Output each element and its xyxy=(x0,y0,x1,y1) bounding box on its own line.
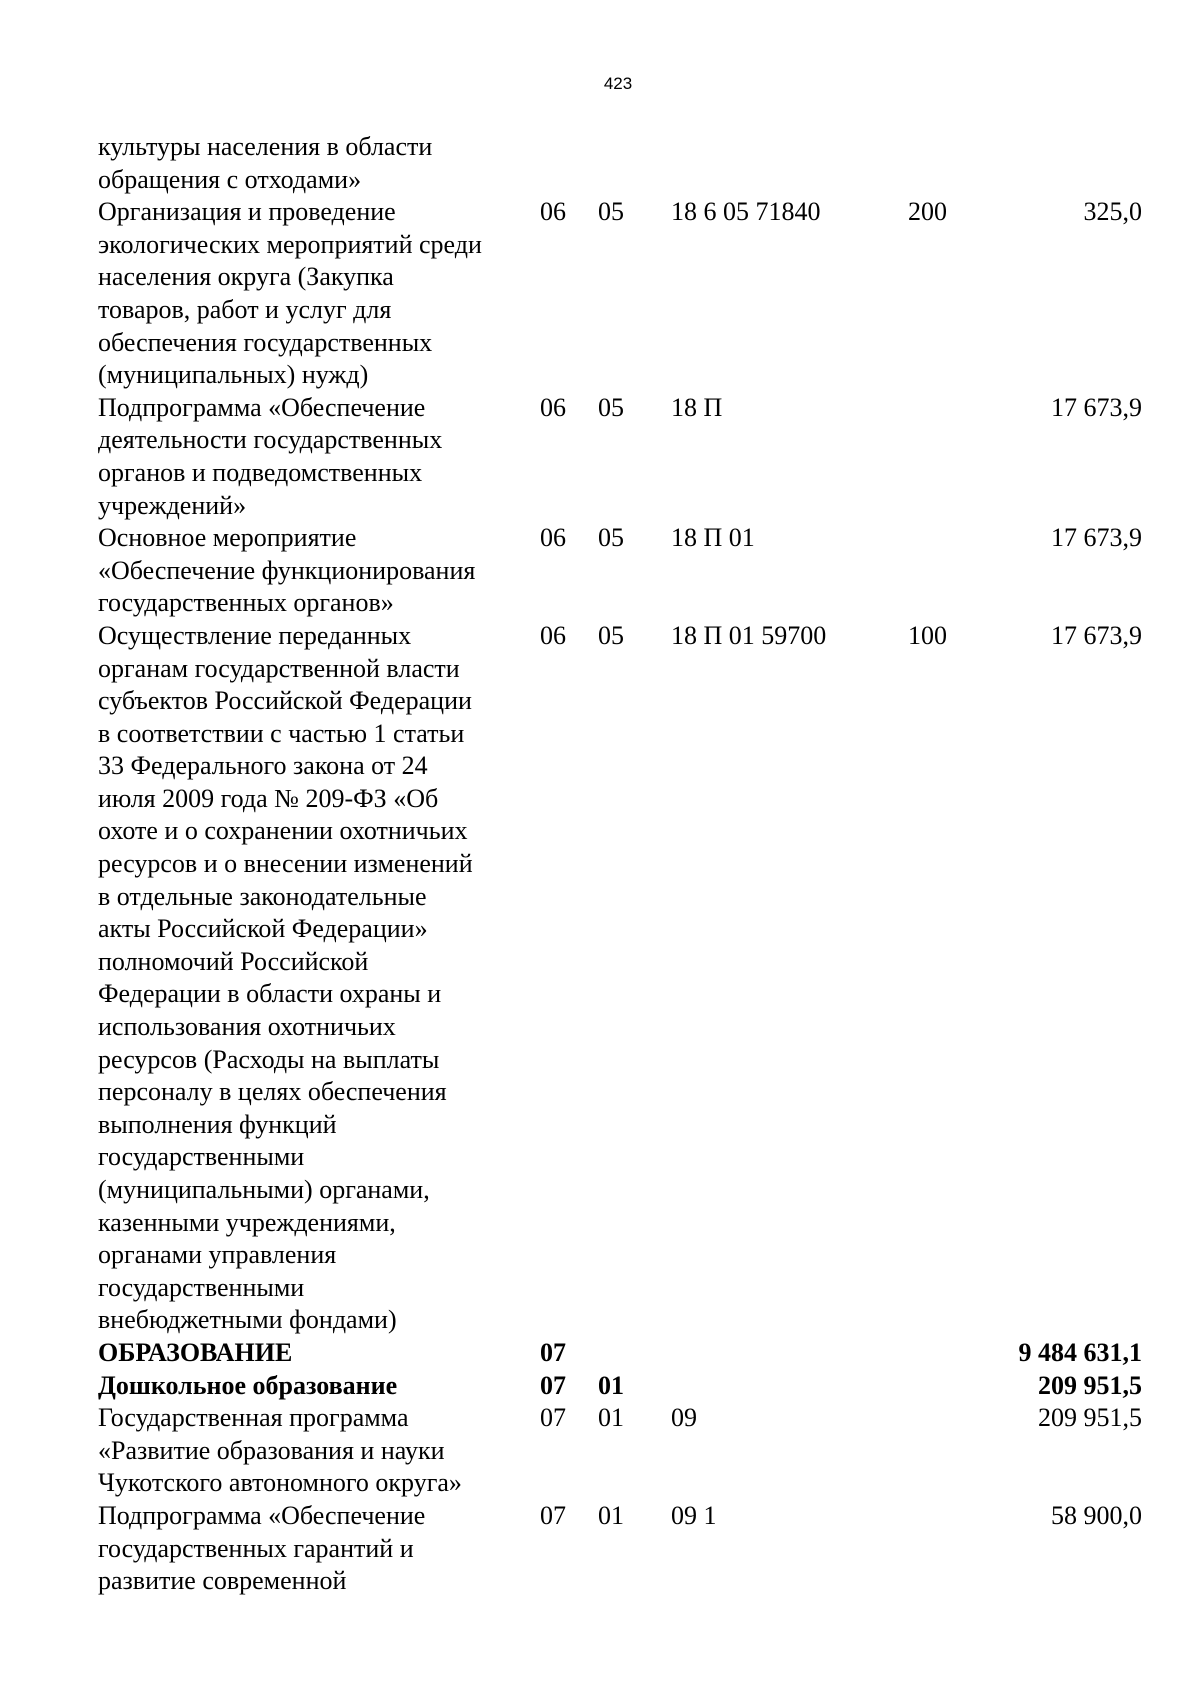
target-article-code: 09 xyxy=(671,1403,697,1433)
target-article-code xyxy=(671,131,908,196)
row-name-line: казенными учреждениями, xyxy=(98,1207,396,1237)
table-row xyxy=(98,1402,1142,1500)
subsection-code: 01 xyxy=(598,1370,624,1400)
row-name-line: охоте и о сохранении охотничьих xyxy=(98,816,468,846)
target-article-code xyxy=(671,1370,908,1403)
row-name-line: в отдельные законодательные xyxy=(98,881,427,911)
row-name xyxy=(98,522,540,620)
budget-table-body xyxy=(98,131,1142,1598)
row-name-line: Подпрограмма «Обеспечение xyxy=(98,392,426,422)
row-name-line: учреждений» xyxy=(98,490,247,520)
subsection-code: 01 xyxy=(598,1403,624,1433)
row-name-line: персоналу в целях обеспечения xyxy=(98,1077,447,1107)
row-name-line: Чукотского автономного округа» xyxy=(98,1468,462,1498)
row-name-line: акты Российской Федерации» xyxy=(98,914,428,944)
row-name-line: государственных органов» xyxy=(98,588,394,618)
expense-type-code xyxy=(908,1337,993,1370)
row-name-line: Основное мероприятие xyxy=(98,523,357,553)
row-name-line: (муниципальными) органами, xyxy=(98,1175,430,1204)
amount xyxy=(993,131,1142,196)
expense-type-code xyxy=(908,522,993,620)
amount: 17 673,9 xyxy=(1051,620,1142,650)
row-name xyxy=(98,131,540,196)
row-name-line: «Развитие образования и науки xyxy=(98,1435,445,1465)
table-row xyxy=(98,620,1142,1337)
section-code: 06 xyxy=(540,197,566,227)
row-name xyxy=(98,1337,540,1370)
target-article-code: 18 П xyxy=(671,392,723,422)
row-name-line: деятельности государственных xyxy=(98,425,443,455)
amount: 17 673,9 xyxy=(1051,523,1142,553)
row-name-line: 33 Федерального закона от 24 xyxy=(98,751,428,781)
subsection-code xyxy=(598,1337,671,1370)
subsection-code: 01 xyxy=(598,1500,624,1530)
row-name-line: ОБРАЗОВАНИЕ xyxy=(98,1337,293,1367)
section-code: 07 xyxy=(540,1500,566,1530)
subsection-code: 05 xyxy=(598,523,624,553)
target-article-code: 18 6 05 71840 xyxy=(671,197,821,227)
row-name xyxy=(98,1402,540,1500)
row-name-line: выполнения функций xyxy=(98,1109,337,1139)
row-name-line: использования охотничьих xyxy=(98,1012,396,1042)
budget-table xyxy=(98,131,1142,1598)
row-name-line: населения округа (Закупка xyxy=(98,262,394,292)
row-name xyxy=(98,620,540,1337)
amount: 209 951,5 xyxy=(1038,1370,1142,1400)
row-name-line: ресурсов (Расходы на выплаты xyxy=(98,1044,440,1074)
row-name-line: Дошкольное образование xyxy=(98,1370,398,1400)
amount: 58 900,0 xyxy=(1051,1500,1142,1530)
amount: 325,0 xyxy=(1083,197,1142,227)
target-article-code: 09 1 xyxy=(671,1500,717,1530)
row-name xyxy=(98,1370,540,1403)
row-name-line: государственных гарантий и xyxy=(98,1533,414,1563)
section-code: 07 xyxy=(540,1337,566,1367)
row-name-line: Федерации в области охраны и xyxy=(98,979,442,1009)
target-article-code: 18 П 01 xyxy=(671,523,755,553)
row-name-line: экологических мероприятий среди xyxy=(98,229,482,259)
table-row xyxy=(98,131,1142,196)
section-code: 07 xyxy=(540,1403,566,1433)
row-name-line: обращения с отходами» xyxy=(98,164,362,194)
row-name-line: полномочий Российской xyxy=(98,946,369,976)
section-code xyxy=(540,131,598,196)
section-code: 07 xyxy=(540,1370,566,1400)
row-name xyxy=(98,196,540,392)
table-row xyxy=(98,1500,1142,1598)
row-name-line: культуры населения в области xyxy=(98,132,433,161)
expense-type-code xyxy=(908,392,993,522)
row-name-line: внебюджетными фондами) xyxy=(98,1305,397,1335)
expense-type-code xyxy=(908,1402,993,1500)
expense-type-code xyxy=(908,131,993,196)
row-name-line: Организация и проведение xyxy=(98,197,396,227)
row-name-line: государственными xyxy=(98,1142,305,1172)
row-name-line: органами управления xyxy=(98,1240,337,1270)
row-name-line: «Обеспечение функционирования xyxy=(98,555,476,585)
expense-type-code: 200 xyxy=(908,197,947,227)
target-article-code: 18 П 01 59700 xyxy=(671,620,827,650)
target-article-code xyxy=(671,1337,908,1370)
subsection-code: 05 xyxy=(598,197,624,227)
row-name-line: Осуществление переданных xyxy=(98,620,412,650)
row-name-line: Государственная программа xyxy=(98,1403,409,1433)
row-name-line: товаров, работ и услуг для xyxy=(98,294,392,324)
section-code: 06 xyxy=(540,392,566,422)
row-name-line: развитие современной xyxy=(98,1566,347,1596)
table-row xyxy=(98,196,1142,392)
amount: 209 951,5 xyxy=(1038,1403,1142,1433)
row-name xyxy=(98,1500,540,1598)
row-name-line: органам государственной власти xyxy=(98,653,460,683)
row-name-line: государственными xyxy=(98,1272,305,1302)
expense-type-code xyxy=(908,1370,993,1403)
row-name xyxy=(98,392,540,522)
expense-type-code: 100 xyxy=(908,620,947,650)
row-name-line: субъектов Российской Федерации xyxy=(98,686,472,716)
section-code: 06 xyxy=(540,620,566,650)
subsection-code xyxy=(598,131,671,196)
row-name-line: в соответствии с частью 1 статьи xyxy=(98,718,465,748)
table-row xyxy=(98,1370,1142,1403)
row-name-line: июля 2009 года № 209-ФЗ «Об xyxy=(98,783,439,813)
row-name-line: органов и подведомственных xyxy=(98,457,423,487)
table-row xyxy=(98,392,1142,522)
row-name-line: обеспечения государственных xyxy=(98,327,433,357)
table-row xyxy=(98,522,1142,620)
row-name-line: ресурсов и о внесении изменений xyxy=(98,849,473,879)
amount: 9 484 631,1 xyxy=(1018,1337,1142,1367)
section-code: 06 xyxy=(540,523,566,553)
amount: 17 673,9 xyxy=(1051,392,1142,422)
row-name-line: Подпрограмма «Обеспечение xyxy=(98,1500,426,1530)
page-number: 423 xyxy=(603,74,633,93)
row-name-line: (муниципальных) нужд) xyxy=(98,360,369,390)
subsection-code: 05 xyxy=(598,392,624,422)
subsection-code: 05 xyxy=(598,620,624,650)
expense-type-code xyxy=(908,1500,993,1598)
table-row xyxy=(98,1337,1142,1370)
